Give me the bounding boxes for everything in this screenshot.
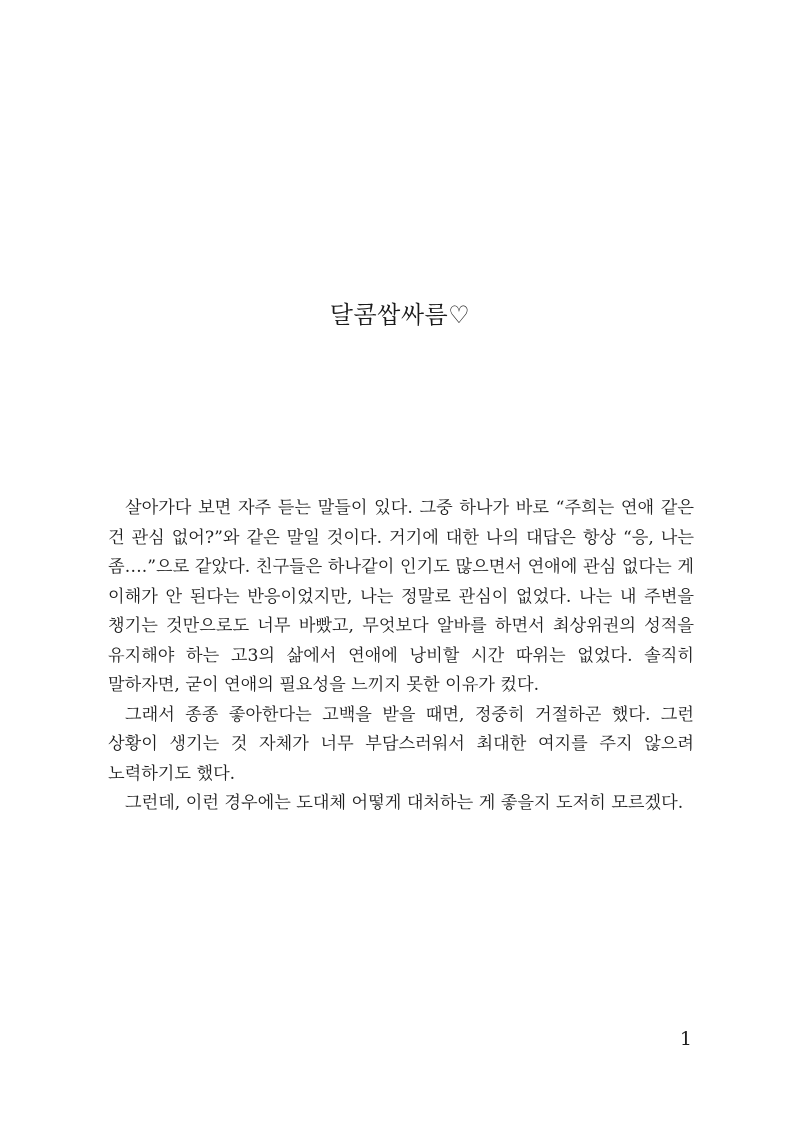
paragraph-1: 살아가다 보면 자주 듣는 말들이 있다. 그중 하나가 바로 “주희는 연애 같은 건 관심 없어?”와 같은 말일 것이다. 거기에 대한 나의 대답은 항상 “응, 나는 좀….”으로 같았다. 친구들은 하나같이 인기도 많으면서 연애에 관심 없다는 게 이해가 안 된다는 반응이었지만, 나는 정말로 관심이 없었다. 나는 내 주변을 챙기는 것만으로도 너무 바빴고, 무엇보다 알바를 하면서 최상위권의 성적을 유지해야 하는 고3의 삶에서 연애에 낭비할 시간 따위는 없었다. 솔직히 말하자면, 굳이 연애의 필요성을 느끼지 못한 이유가 컸다.	[108, 498, 694, 695]
paragraph-3: 그런데, 이런 경우에는 도대체 어떻게 대처하는 게 좋을지 도저히 모르겠다.	[125, 793, 684, 813]
page-number: 1	[679, 1028, 692, 1050]
chapter-title: 달콤쌉싸름♡	[329, 301, 471, 329]
paragraph-2: 그래서 종종 좋아한다는 고백을 받을 때면, 정중히 거절하곤 했다. 그런 상황이 생기는 것 자체가 너무 부담스러워서 최대한 여지를 주지 않으려 노력하기도 했다.	[108, 704, 694, 784]
body-text	[108, 494, 694, 819]
